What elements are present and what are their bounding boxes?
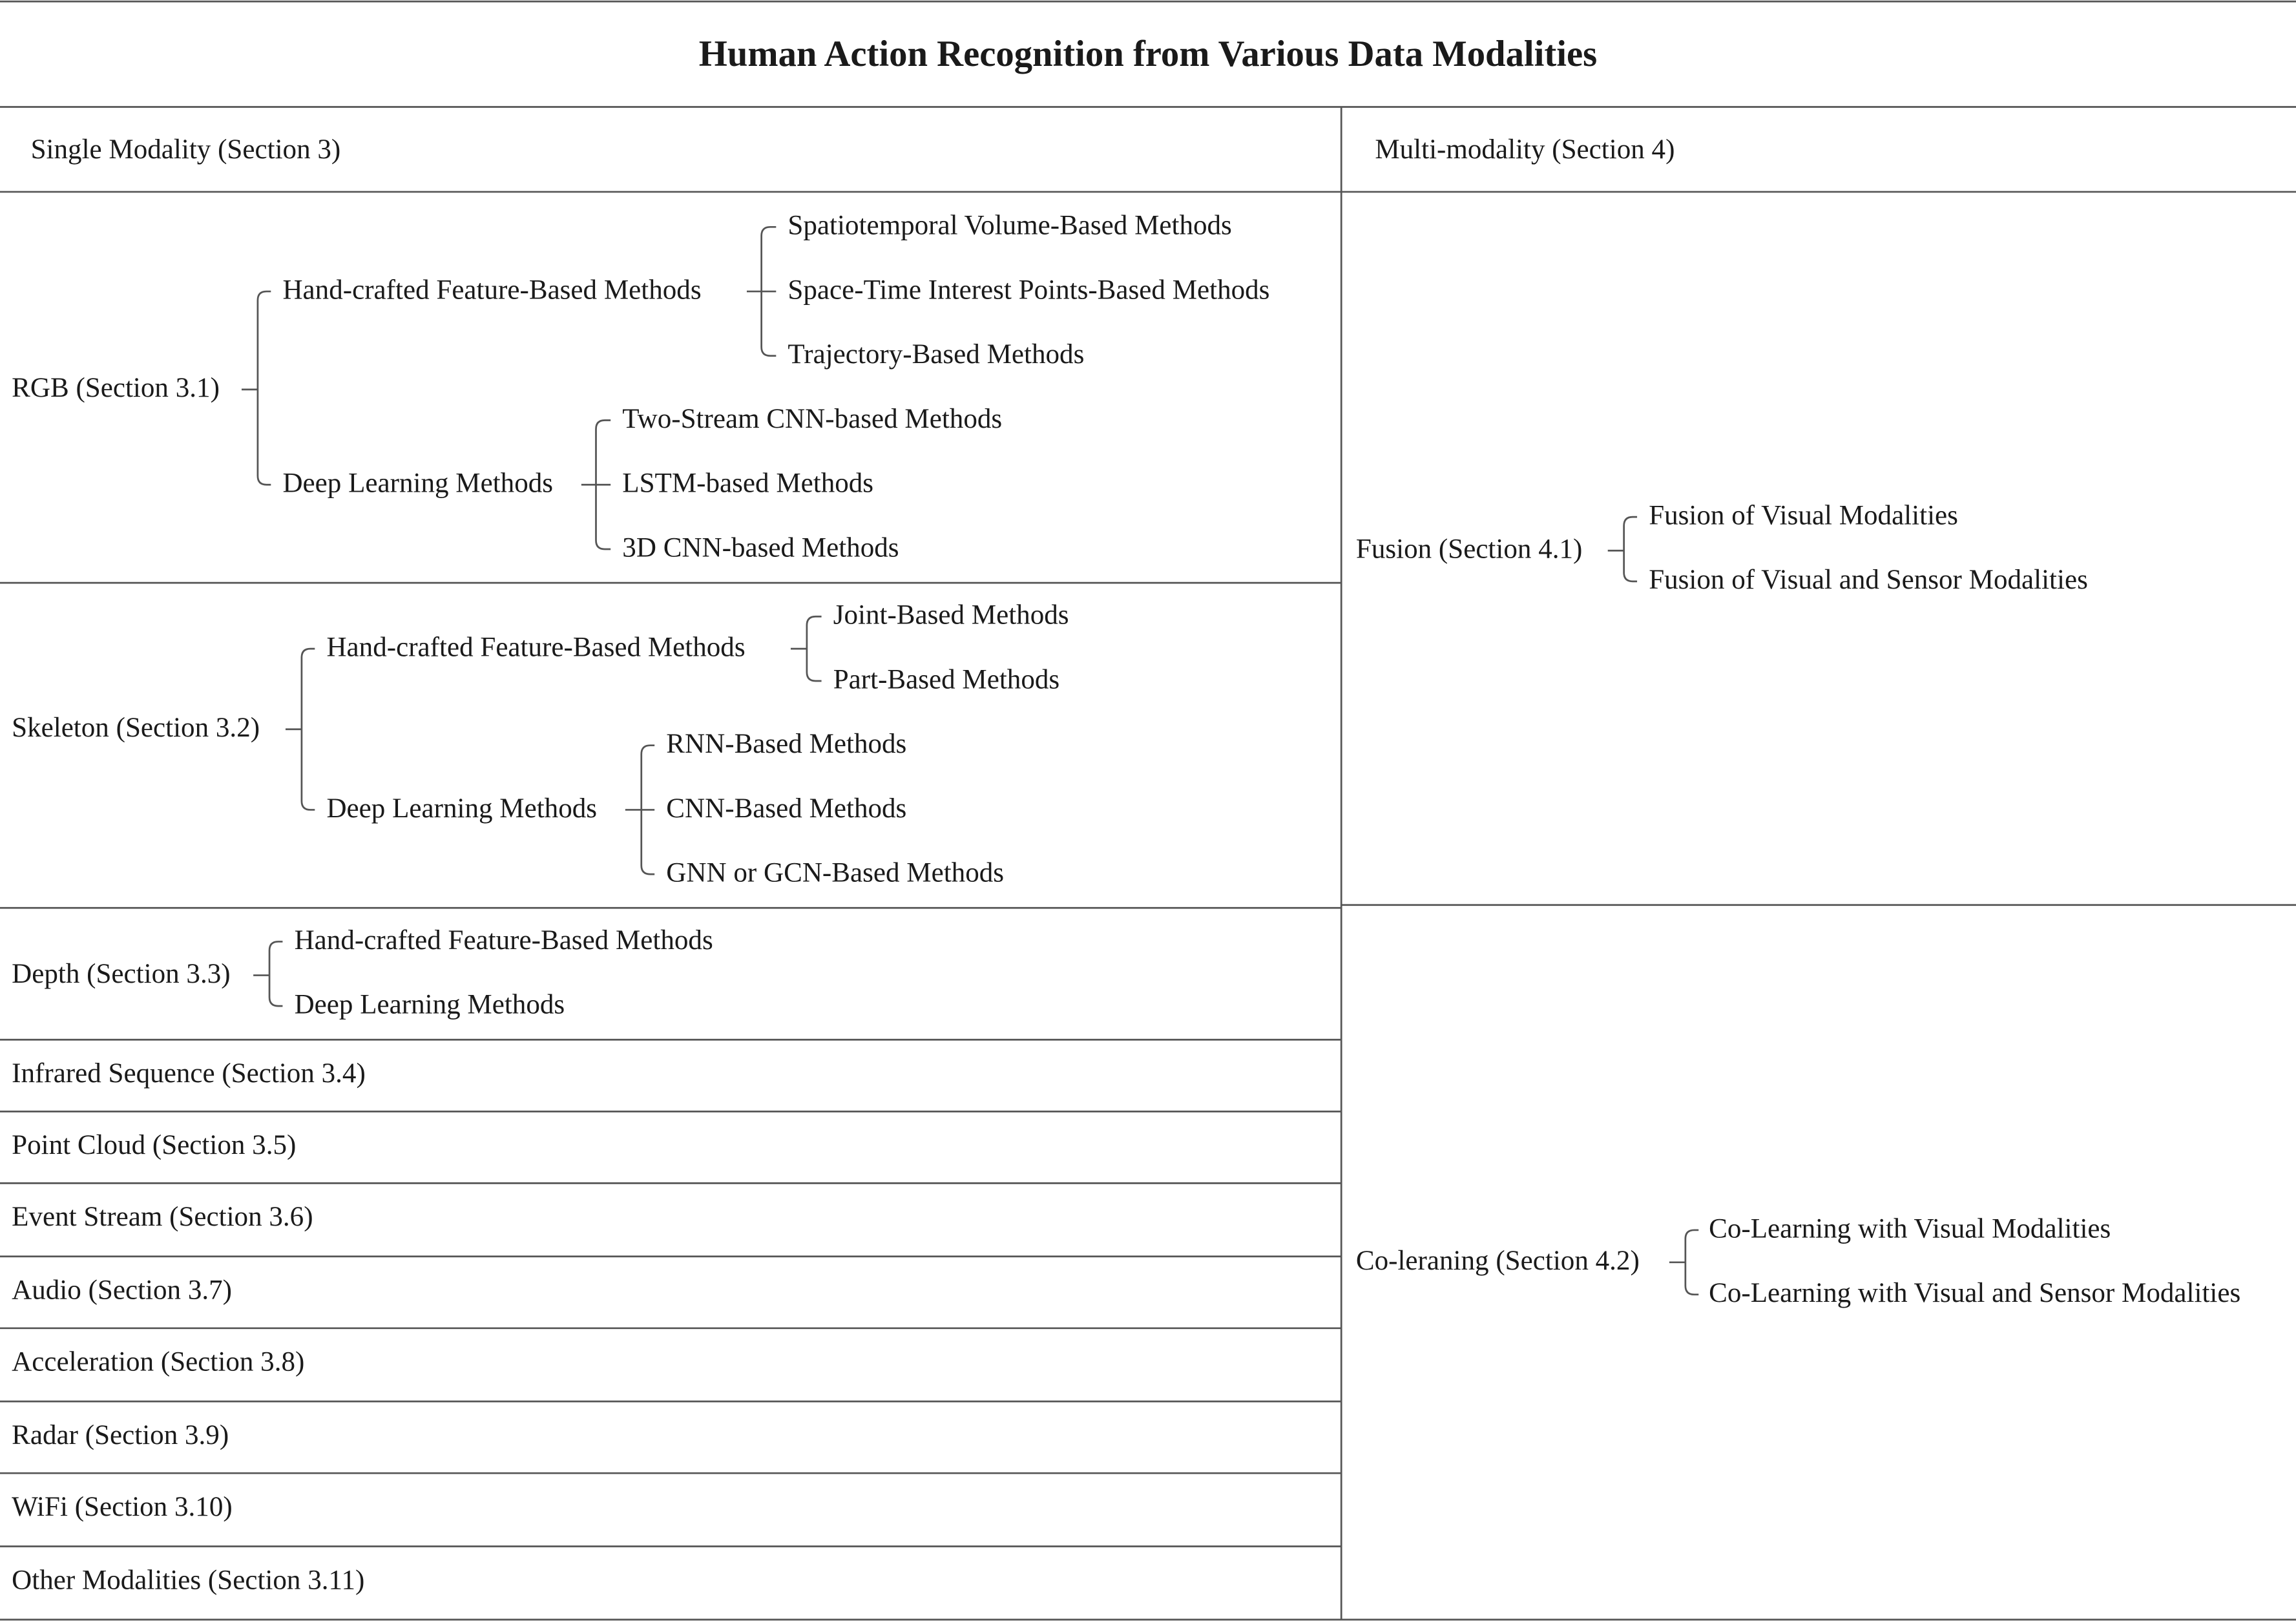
skeleton-label: Skeleton (Section 3.2)	[12, 713, 260, 744]
rgb-handcrafted-item: Trajectory-Based Methods	[788, 339, 1085, 371]
modality-row: Acceleration (Section 3.8)	[12, 1347, 305, 1378]
depth-item: Hand-crafted Feature-Based Methods	[294, 925, 713, 957]
fusion-label: Fusion (Section 4.1)	[1355, 534, 1583, 565]
skeleton-handcrafted-label: Hand-crafted Feature-Based Methods	[326, 633, 746, 664]
colearning-bracket	[1685, 1230, 1698, 1295]
skeleton-bracket	[302, 649, 315, 810]
modality-row: Event Stream (Section 3.6)	[12, 1202, 313, 1233]
rgb-bracket	[258, 291, 271, 485]
diagram-title: Human Action Recognition from Various Data Modalities	[698, 35, 1598, 75]
skeleton-deep-bracket	[642, 746, 654, 874]
skeleton-handcrafted-bracket	[807, 616, 822, 681]
fusion-item: Fusion of Visual Modalities	[1649, 501, 1958, 532]
modality-row: Other Modalities (Section 3.11)	[12, 1565, 365, 1596]
fusion-item: Fusion of Visual and Sensor Modalities	[1649, 565, 2088, 596]
modality-row: Infrared Sequence (Section 3.4)	[12, 1058, 366, 1090]
single-modality-header: Single Modality (Section 3)	[30, 134, 341, 166]
colearning-item: Co-Learning with Visual and Sensor Modalities	[1709, 1278, 2241, 1310]
modality-row: WiFi (Section 3.10)	[12, 1492, 233, 1523]
modality-row: Audio (Section 3.7)	[12, 1275, 233, 1306]
rgb-handcrafted-label: Hand-crafted Feature-Based Methods	[282, 275, 702, 306]
skeleton-deep-item: GNN or GCN-Based Methods	[666, 858, 1005, 889]
rgb-deep-bracket	[596, 421, 611, 549]
fusion-bracket	[1624, 517, 1637, 581]
rgb-handcrafted-item: Spatiotemporal Volume-Based Methods	[788, 211, 1232, 242]
modality-row: Radar (Section 3.9)	[12, 1420, 229, 1452]
colearning-item: Co-Learning with Visual Modalities	[1709, 1214, 2111, 1245]
depth-label: Depth (Section 3.3)	[12, 959, 231, 990]
rgb-handcrafted-bracket	[762, 227, 777, 355]
multi-modality-header: Multi-modality (Section 4)	[1375, 134, 1675, 166]
skeleton-handcrafted-item: Joint-Based Methods	[833, 600, 1069, 631]
depth-item: Deep Learning Methods	[294, 990, 565, 1021]
rgb-handcrafted-item: Space-Time Interest Points-Based Methods	[788, 275, 1270, 306]
colearning-label: Co-leraning (Section 4.2)	[1355, 1246, 1640, 1277]
depth-bracket	[269, 941, 282, 1006]
rgb-deep-item: Two-Stream CNN-based Methods	[622, 404, 1003, 435]
rgb-deep-item: LSTM-based Methods	[622, 468, 874, 499]
skeleton-handcrafted-item: Part-Based Methods	[833, 665, 1060, 696]
rgb-deep-item: 3D CNN-based Methods	[622, 533, 899, 564]
rgb-label: RGB (Section 3.1)	[12, 373, 220, 404]
skeleton-deep-item: CNN-Based Methods	[666, 793, 907, 825]
skeleton-deep-label: Deep Learning Methods	[326, 793, 598, 825]
rgb-deep-label: Deep Learning Methods	[282, 468, 554, 499]
modality-row: Point Cloud (Section 3.5)	[12, 1130, 297, 1162]
skeleton-deep-item: RNN-Based Methods	[666, 729, 907, 760]
